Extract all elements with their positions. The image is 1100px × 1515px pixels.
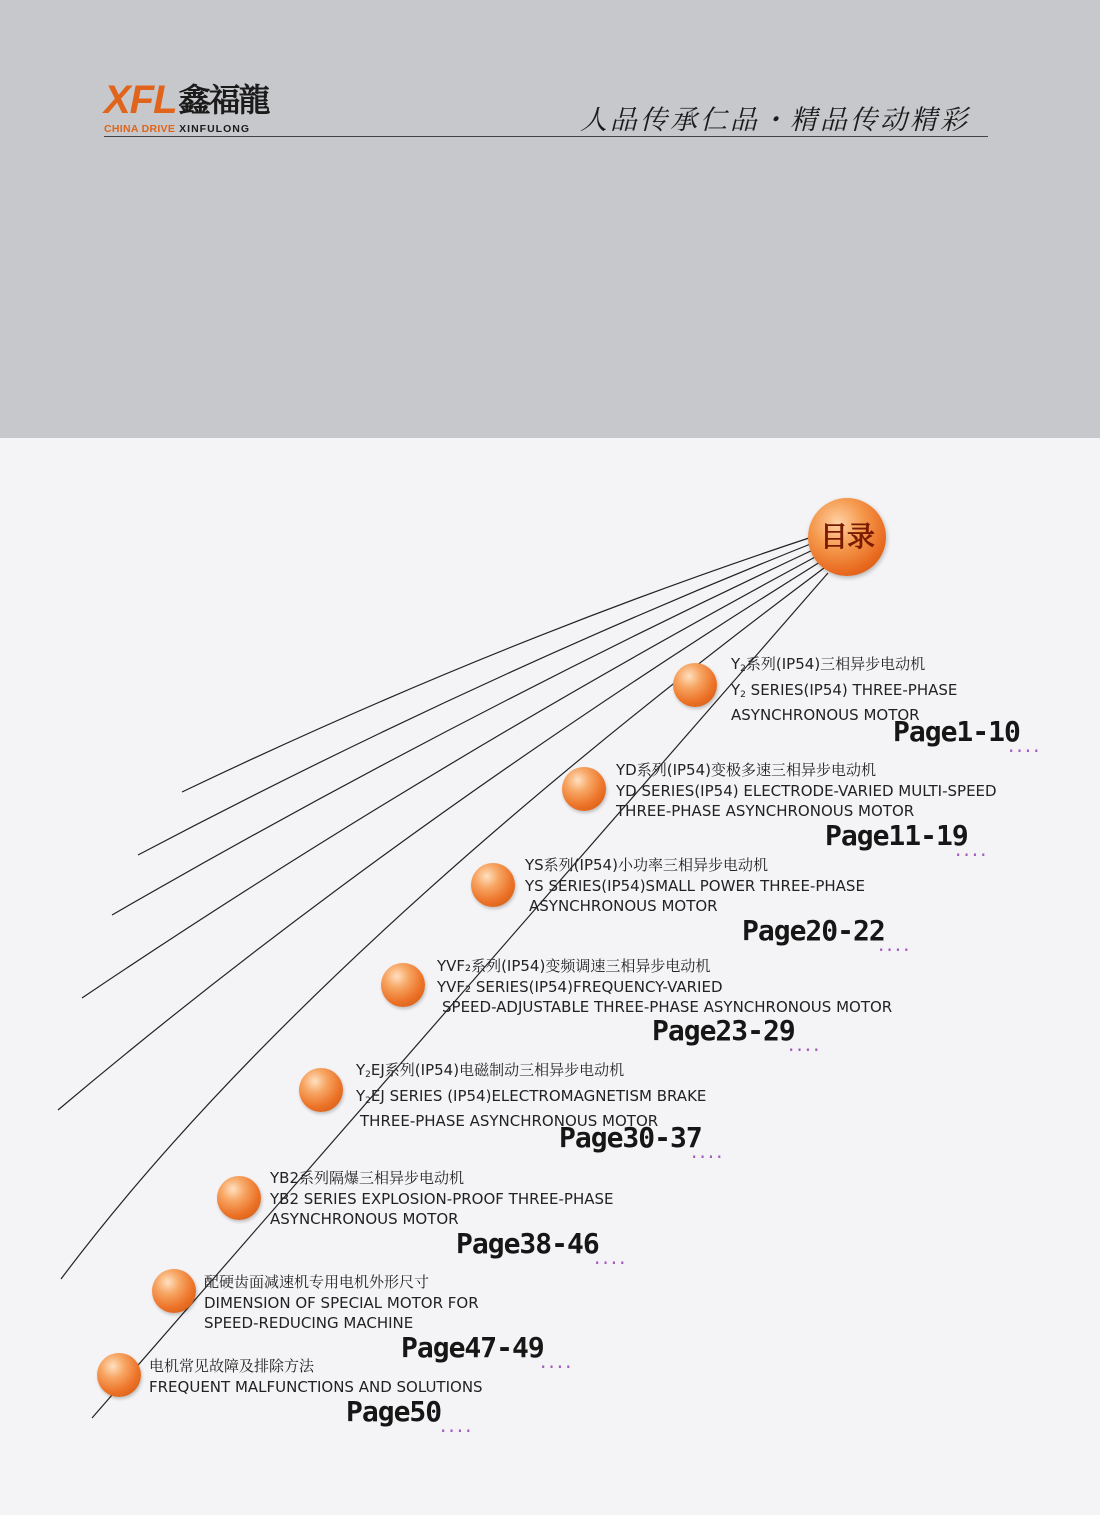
page-range[interactable]: Page38-46: [456, 1227, 599, 1260]
entry-title-cn: 配硬齿面减速机专用电机外形尺寸: [204, 1273, 430, 1291]
toc-entry-7[interactable]: [204, 1272, 479, 1334]
toc-entry-6[interactable]: [270, 1168, 613, 1230]
page-range[interactable]: Page50: [346, 1395, 442, 1428]
entry-ball: [217, 1176, 261, 1220]
leader-dots: ....: [691, 1139, 725, 1163]
entry-title-cn: YVF₂系列(IP54)变频调速三相异步电动机: [437, 957, 711, 975]
entry-ball: [381, 963, 425, 1007]
entry-title-en: DIMENSION OF SPECIAL MOTOR FOR: [204, 1293, 479, 1312]
entry-ball: [471, 863, 515, 907]
leader-dots: ....: [955, 837, 989, 861]
logo-chinese-name: 鑫福龍: [178, 81, 269, 119]
entry-title-en: FREQUENT MALFUNCTIONS AND SOLUTIONS: [149, 1377, 483, 1396]
toc-entry-4[interactable]: [437, 956, 892, 1018]
entry-ball: [97, 1353, 141, 1397]
logo-mark: XFL: [104, 78, 177, 122]
leader-dots: ....: [594, 1245, 628, 1269]
toc-entry-2[interactable]: [616, 760, 997, 822]
entry-title-en: $Y_2$ SERIES(IP54) THREE-PHASE: [731, 680, 958, 700]
logo-subtitle-right: XINFULONG: [179, 123, 251, 135]
entry-ball: [673, 663, 717, 707]
toc-entry-8[interactable]: [149, 1356, 483, 1397]
page-range[interactable]: Page20-22: [742, 914, 885, 947]
entry-title-en: YVF₂ SERIES(IP54)FREQUENCY-VARIED: [437, 977, 723, 996]
logo-subtitle-left: CHINA DRIVE: [104, 123, 176, 135]
contents-hub-ball: [808, 498, 886, 576]
leader-dots: ....: [440, 1413, 474, 1437]
entry-title-en-2: THREE-PHASE ASYNCHRONOUS MOTOR: [616, 802, 915, 820]
ray-line: [182, 537, 812, 792]
toc-entry-3[interactable]: [525, 855, 865, 917]
entry-ball: [562, 767, 606, 811]
page-range[interactable]: Page47-49: [401, 1331, 544, 1364]
entry-title-en: YB2 SERIES EXPLOSION-PROOF THREE-PHASE: [270, 1189, 614, 1208]
page-range[interactable]: Page23-29: [652, 1014, 795, 1047]
leader-dots: ....: [878, 932, 912, 956]
entry-title-cn: YD系列(IP54)变极多速三相异步电动机: [616, 761, 876, 779]
entry-title-en-2: ASYNCHRONOUS MOTOR: [270, 1210, 459, 1228]
entry-title-en-2: THREE-PHASE ASYNCHRONOUS MOTOR: [360, 1112, 659, 1130]
page-range[interactable]: Page11-19: [825, 819, 968, 852]
slogan: 人品传承仁品・精品传动精彩: [580, 105, 970, 136]
leader-dots: ....: [540, 1349, 574, 1373]
page-range[interactable]: Page1-10: [893, 715, 1020, 748]
page-range[interactable]: Page30-37: [559, 1121, 702, 1154]
entry-title-en-2: ASYNCHRONOUS MOTOR: [731, 706, 920, 724]
entry-title-en: YD SERIES(IP54) ELECTRODE-VARIED MULTI-SPEED: [616, 781, 997, 800]
entry-title-en-2: SPEED-REDUCING MACHINE: [204, 1314, 414, 1332]
entry-ball: [299, 1068, 343, 1112]
entry-ball: [152, 1269, 196, 1313]
entry-title-cn: YB2系列隔爆三相异步电动机: [270, 1169, 464, 1187]
entry-title-en: YS SERIES(IP54)SMALL POWER THREE-PHASE: [525, 876, 865, 895]
entry-title-cn: $Y_2$系列(IP54)三相异步电动机: [731, 655, 926, 674]
entry-title-cn: $Y_2EJ$系列(IP54)电磁制动三相异步电动机: [356, 1061, 625, 1080]
leader-dots: ....: [788, 1032, 822, 1056]
leader-dots: ....: [1008, 733, 1042, 757]
entry-title-cn: YS系列(IP54)小功率三相异步电动机: [525, 856, 768, 874]
entry-title-cn: 电机常见故障及排除方法: [149, 1357, 315, 1375]
entry-title-en-2: SPEED-ADJUSTABLE THREE-PHASE ASYNCHRONOUS MOTOR: [442, 998, 893, 1016]
entry-title-en-2: ASYNCHRONOUS MOTOR: [529, 897, 718, 915]
entry-title-en: $Y_2EJ$ SERIES (IP54)ELECTROMAGNETISM BRAKE: [356, 1086, 707, 1106]
contents-title: 目录: [819, 520, 874, 553]
